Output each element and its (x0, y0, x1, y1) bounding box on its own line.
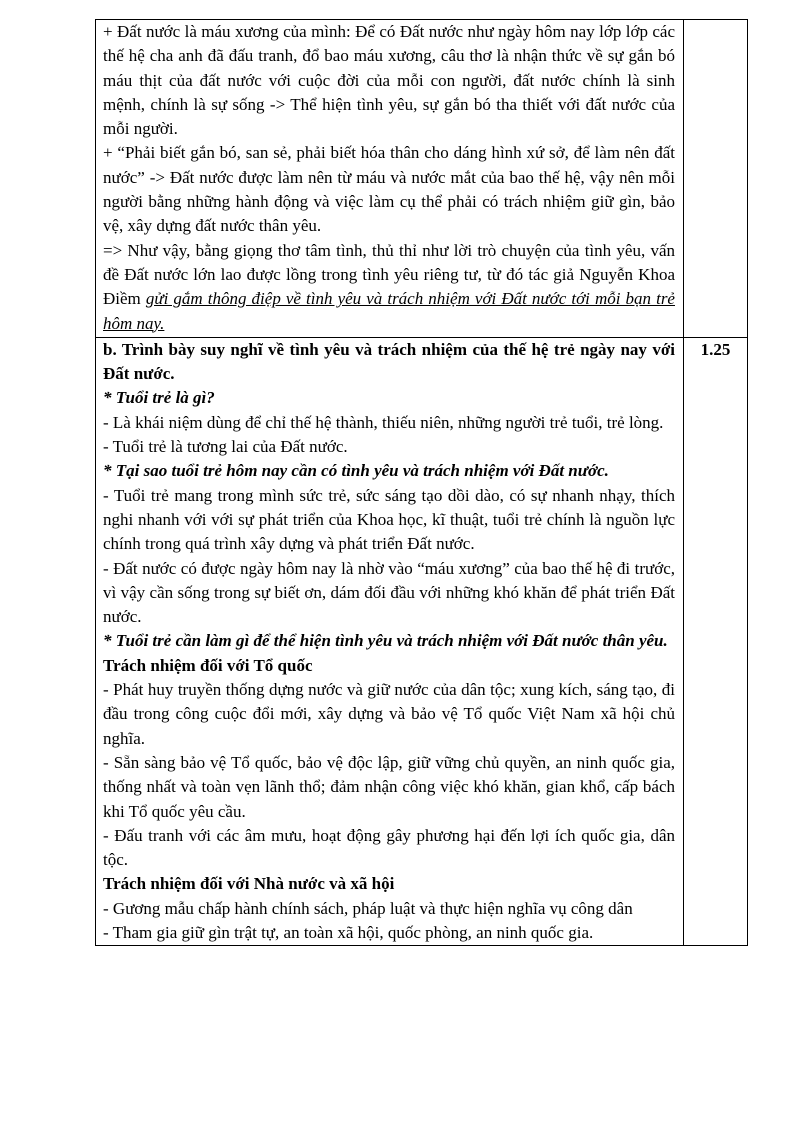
conclusion-text: => Như vậy, bằng giọng thơ tâm tình, thủ thỉ như lời trò chuyện của tình yêu, vấn đề Đất nước lớn lao được lồng trong tình yêu riêng tư, từ đó tác giả Nguyễn Khoa Điềm (103, 240, 675, 309)
section-heading: b. Trình bày suy nghĩ về tình yêu và trách nhiệm của thế hệ trẻ ngày nay với Đất nước. (103, 339, 675, 384)
score-cell (684, 20, 748, 338)
paragraph: - Tuổi trẻ mang trong mình sức trẻ, sức sáng tạo dồi dào, có sự nhanh nhạy, thích nghi nhanh với với sự phát triển của Khoa học, kĩ thuật, tuổi trẻ chính là nguồn lực chính trong quá trình xây dựng và phát triển Đất nước. (103, 485, 675, 554)
sub-heading: * Tuổi trẻ là gì? (103, 388, 215, 408)
paragraph: - Đất nước có được ngày hôm nay là nhờ vào “máu xương” của bao thế hệ đi trước, vì vậy cần sống trong sự biết ơn, dám đối đầu với những khó khăn để phát triển Đất nước. (103, 558, 675, 627)
conclusion-emphasis: gửi gắm thông điệp về tình yêu và trách nhiệm với Đất nước tới mỗi bạn trẻ hôm nay. (103, 289, 675, 333)
responsibility-heading: Trách nhiệm đối với Nhà nước và xã hội (103, 874, 395, 894)
content-cell (96, 20, 684, 338)
sub-heading: * Tuổi trẻ cần làm gì để thể hiện tình yêu và trách nhiệm với Đất nước thân yêu. (103, 631, 668, 651)
responsibility-heading: Trách nhiệm đối với Tổ quốc (103, 655, 313, 675)
score-value: 1.25 (700, 339, 731, 359)
paragraph: + Đất nước là máu xương của mình: Để có Đất nước như ngày hôm nay lớp lớp các thế hệ cha anh đã đấu tranh, đổ bao máu xương, câu thơ là nhận thức về sự gắn bó máu thịt của đất nước với cuộc đời của mỗi con người, đất nước chính là sinh mệnh, chính là sự sống -> Thể hiện tình yêu, sự gắn bó tha thiết với đất nước của mỗi người. (103, 22, 675, 139)
conclusion-paragraph (103, 239, 675, 336)
paragraph: - Đấu tranh với các âm mưu, hoạt động gây phương hại đến lợi ích quốc gia, dân tộc. (103, 825, 675, 870)
sub-heading: * Tại sao tuổi trẻ hôm nay cần có tình yêu và trách nhiệm với Đất nước. (103, 461, 609, 481)
paragraph: - Gương mẫu chấp hành chính sách, pháp luật và thực hiện nghĩa vụ công dân (103, 898, 633, 918)
paragraph: - Sẵn sàng bảo vệ Tổ quốc, bảo vệ độc lập, giữ vững chủ quyền, an ninh quốc gia, thống nhất và toàn vẹn lãnh thổ; đảm nhận công việc khó khăn, gian khổ, cấp bách khi Tổ quốc yêu cầu. (103, 752, 675, 821)
table-row (96, 337, 748, 945)
content-cell (96, 337, 684, 945)
paragraph: - Phát huy truyền thống dựng nước và giữ nước của dân tộc; xung kích, sáng tạo, đi đầu trong công cuộc đổi mới, xây dựng và bảo vệ Tổ quốc Việt Nam xã hội chủ nghĩa. (103, 680, 675, 748)
table-row (96, 20, 748, 338)
paragraph: + “Phải biết gắn bó, san sẻ, phải biết hóa thân cho dáng hình xứ sở, để làm nên đất nước” -> Đất nước được làm nên từ máu và nước mắt của bao thế hệ, vậy nên mỗi người bằng những hành động và việc làm cụ thể phải có trách nhiệm giữ gìn, bảo vệ, xây dựng đất nước thân yêu. (103, 143, 675, 236)
paragraph: - Tuổi trẻ là tương lai của Đất nước. (103, 437, 348, 457)
paragraph: - Tham gia giữ gìn trật tự, an toàn xã hội, quốc phòng, an ninh quốc gia. (103, 922, 594, 942)
paragraph: - Là khái niệm dùng để chỉ thế hệ thành, thiếu niên, những người trẻ tuổi, trẻ lòng. (103, 412, 664, 432)
score-cell (684, 337, 748, 945)
answer-table (95, 19, 748, 946)
